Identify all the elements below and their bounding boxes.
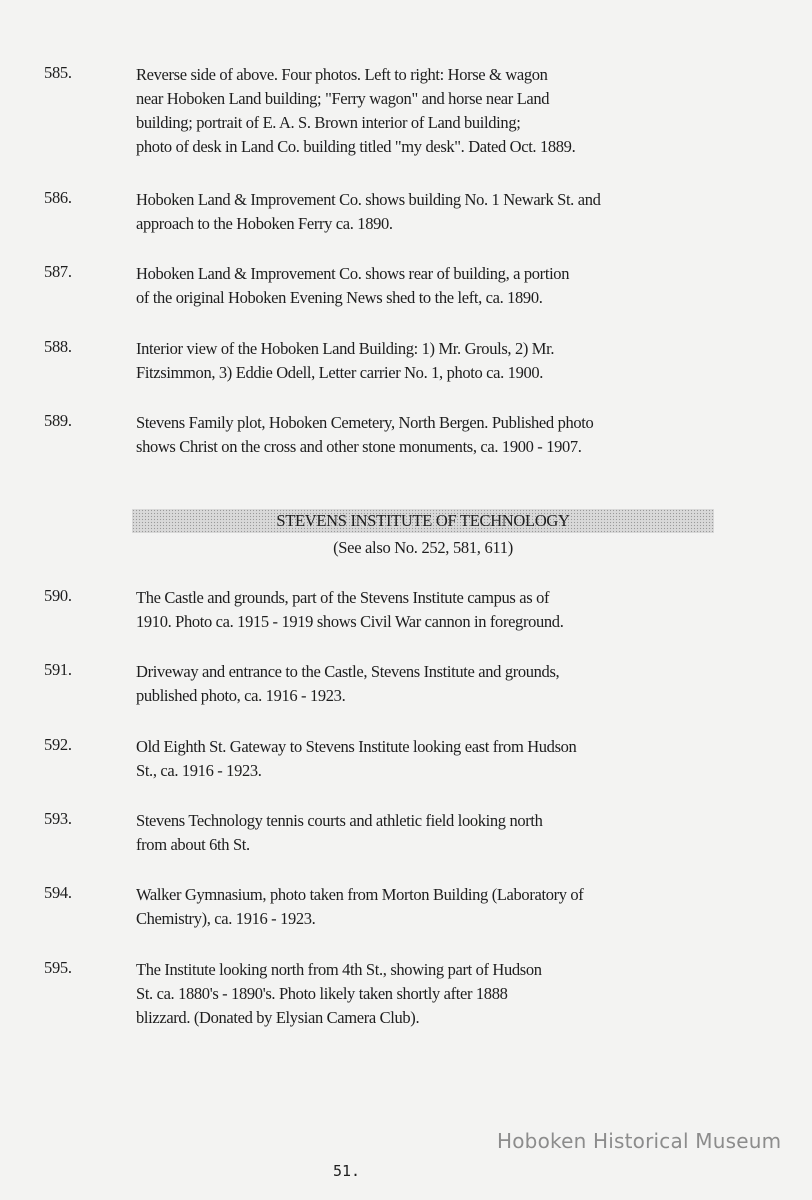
section-heading: STEVENS INSTITUTE OF TECHNOLOGY (276, 511, 570, 530)
entry-line: St., ca. 1916 - 1923. (136, 761, 262, 780)
entry-number: 589. (44, 411, 72, 430)
entry-line: Stevens Family plot, Hoboken Cemetery, North Bergen. Published photo (136, 413, 594, 432)
entry-line: St. ca. 1880's - 1890's. Photo likely taken shortly after 1888 (136, 984, 508, 1003)
entry-description (136, 63, 756, 159)
entry-line: Reverse side of above. Four photos. Left to right: Horse & wagon (136, 65, 548, 84)
entry-line: Chemistry), ca. 1916 - 1923. (136, 909, 316, 928)
entry-line: Walker Gymnasium, photo taken from Morton Building (Laboratory of (136, 885, 584, 904)
entry-number: 588. (44, 337, 72, 356)
entry-description (136, 337, 756, 385)
entry-description (136, 586, 756, 634)
entry-line: approach to the Hoboken Ferry ca. 1890. (136, 214, 393, 233)
entry-line: blizzard. (Donated by Elysian Camera Club). (136, 1008, 420, 1027)
entry-line: Interior view of the Hoboken Land Building: 1) Mr. Grouls, 2) Mr. (136, 339, 555, 358)
entry-line: The Castle and grounds, part of the Stevens Institute campus as of (136, 588, 550, 607)
entry-description (136, 958, 756, 1030)
section-cross-reference: (See also No. 252, 581, 611) (333, 538, 513, 557)
entry-description (136, 262, 756, 310)
entry-number: 585. (44, 63, 72, 82)
entry-description (136, 735, 756, 783)
entry-line: Old Eighth St. Gateway to Stevens Institute looking east from Hudson (136, 737, 577, 756)
museum-watermark: Hoboken Historical Museum (497, 1129, 782, 1153)
entry-line: building; portrait of E. A. S. Brown interior of Land building; (136, 113, 521, 132)
entry-description (136, 809, 756, 857)
entry-number: 591. (44, 660, 72, 679)
entry-number: 590. (44, 586, 72, 605)
entry-number: 595. (44, 958, 72, 977)
entry-number: 593. (44, 809, 72, 828)
entry-line: published photo, ca. 1916 - 1923. (136, 686, 346, 705)
page-number: 51. (333, 1162, 361, 1180)
entry-number: 592. (44, 735, 72, 754)
entry-line: Hoboken Land & Improvement Co. shows building No. 1 Newark St. and (136, 190, 601, 209)
entry-line: from about 6th St. (136, 835, 250, 854)
entry-line: Driveway and entrance to the Castle, Stevens Institute and grounds, (136, 662, 560, 681)
entry-line: 1910. Photo ca. 1915 - 1919 shows Civil War cannon in foreground. (136, 612, 564, 631)
entry-number: 587. (44, 262, 72, 281)
entry-description (136, 188, 756, 236)
entry-line: near Hoboken Land building; "Ferry wagon" and horse near Land (136, 89, 550, 108)
entry-number: 594. (44, 883, 72, 902)
entry-description (136, 660, 756, 708)
entry-line: The Institute looking north from 4th St., showing part of Hudson (136, 960, 542, 979)
entry-line: photo of desk in Land Co. building titled "my desk". Dated Oct. 1889. (136, 137, 576, 156)
entry-number: 586. (44, 188, 72, 207)
entry-line: of the original Hoboken Evening News shed to the left, ca. 1890. (136, 288, 543, 307)
entry-line: Stevens Technology tennis courts and athletic field looking north (136, 811, 543, 830)
entry-line: Fitzsimmon, 3) Eddie Odell, Letter carrier No. 1, photo ca. 1900. (136, 363, 544, 382)
entry-description (136, 883, 756, 931)
entry-line: Hoboken Land & Improvement Co. shows rear of building, a portion (136, 264, 570, 283)
entry-line: shows Christ on the cross and other stone monuments, ca. 1900 - 1907. (136, 437, 582, 456)
entry-description (136, 411, 756, 459)
